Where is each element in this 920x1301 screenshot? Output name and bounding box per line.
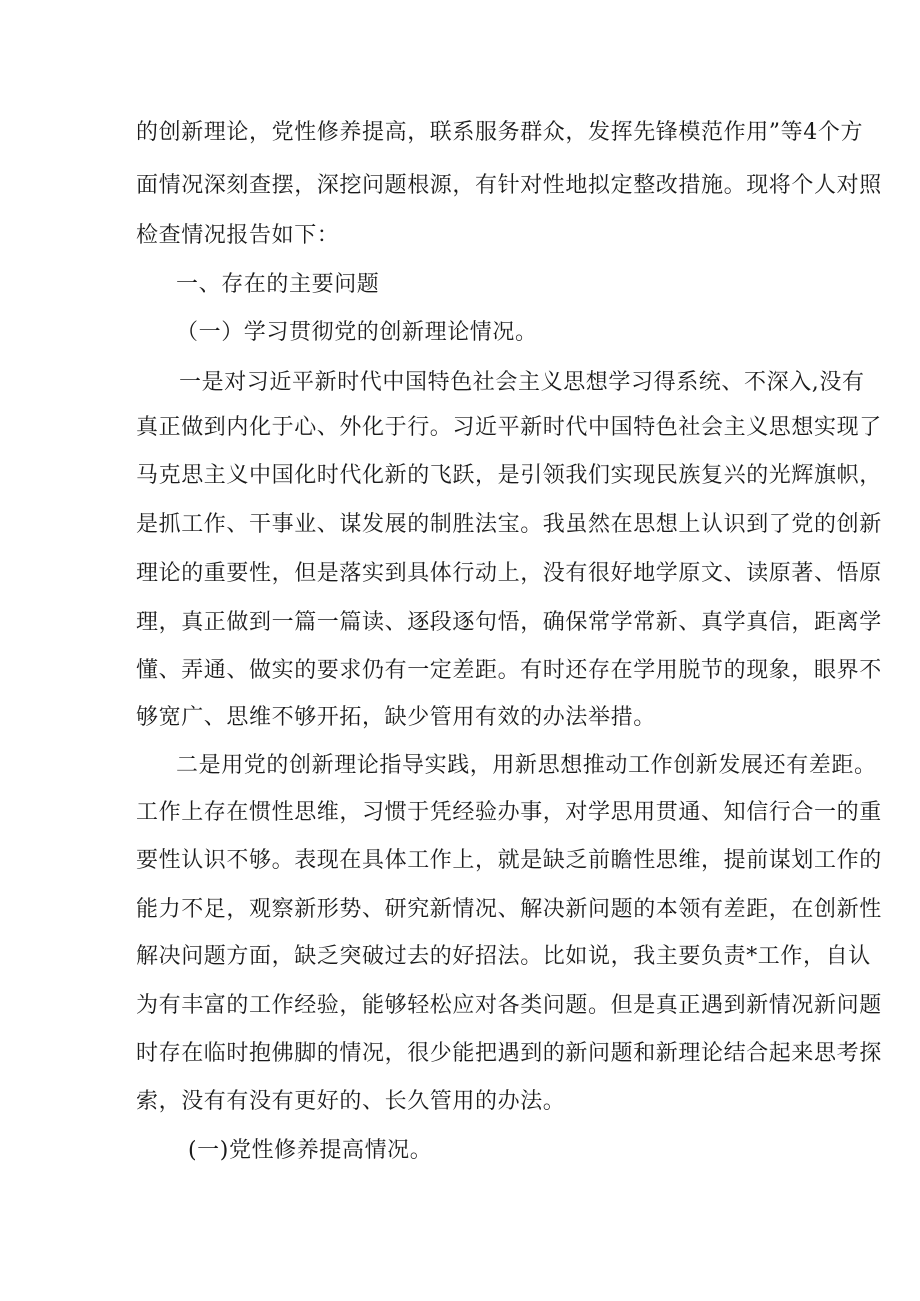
subsection-heading: （一）学习贯彻党的创新理论情况。 [176,320,538,345]
paragraph-line: 工作上存在惯性思维，习惯于凭经验办事，对学思用贯通、知信行合一的重 [136,800,882,825]
paragraph-line: 解决问题方面，缺乏突破过去的好招法。比如说，我主要负责*工作，自认 [136,944,871,969]
paragraph-line: 的创新理论，党性修养提高，联系服务群众，发挥先锋模范作用”等4个方 [136,120,864,145]
paragraph-line: 要性认识不够。表现在具体工作上，就是缺乏前瞻性思维，提前谋划工作的 [136,848,882,873]
subsection-heading: (一)党性修养提高情况。 [188,1138,433,1163]
paragraph-line: 真正做到内化于心、外化于行。习近平新时代中国特色社会主义思想实现了 [136,415,882,440]
paragraph-line: 是抓工作、干事业、谋发展的制胜法宝。我虽然在思想上认识到了党的创新 [136,512,882,537]
paragraph-line: 一是对习近平新时代中国特色社会主义思想学习得系统、不深入,没有 [179,370,865,395]
paragraph-line: 能力不足，观察新形势、研究新情况、解决新问题的本领有差距，在创新性 [136,897,882,922]
paragraph-line: 时存在临时抱佛脚的情况，很少能把遇到的新问题和新理论结合起来思考探 [136,1041,882,1066]
paragraph-line: 面情况深刻查摆，深挖问题根源，有针对性地拟定整改措施。现将个人对照 [136,173,882,198]
paragraph-line: 为有丰富的工作经验，能够轻松应对各类问题。但是真正遇到新情况新问题 [136,993,882,1018]
paragraph-line: 二是用党的创新理论指导实践，用新思想推动工作创新发展还有差距。 [176,753,877,778]
paragraph-line: 马克思主义中国化时代化新的飞跃，是引领我们实现民族复兴的光辉旗帜， [136,463,882,488]
section-heading: 一、存在的主要问题 [176,272,380,297]
paragraph-line: 理论的重要性，但是落实到具体行动上，没有很好地学原文、读原著、悟原 [136,561,882,586]
paragraph-line: 索，没有有没有更好的、长久管用的办法。 [136,1089,566,1114]
paragraph-line: 懂、弄通、做实的要求仍有一定差距。有时还存在学用脱节的现象，眼界不 [136,658,882,683]
paragraph-line: 理，真正做到一篇一篇读、逐段逐句悟，确保常学常新、真学真信，距离学 [136,610,882,635]
paragraph-line: 够宽广、思维不够开拓，缺少管用有效的办法举措。 [136,705,656,730]
paragraph-line: 检查情况报告如下： [136,223,340,248]
